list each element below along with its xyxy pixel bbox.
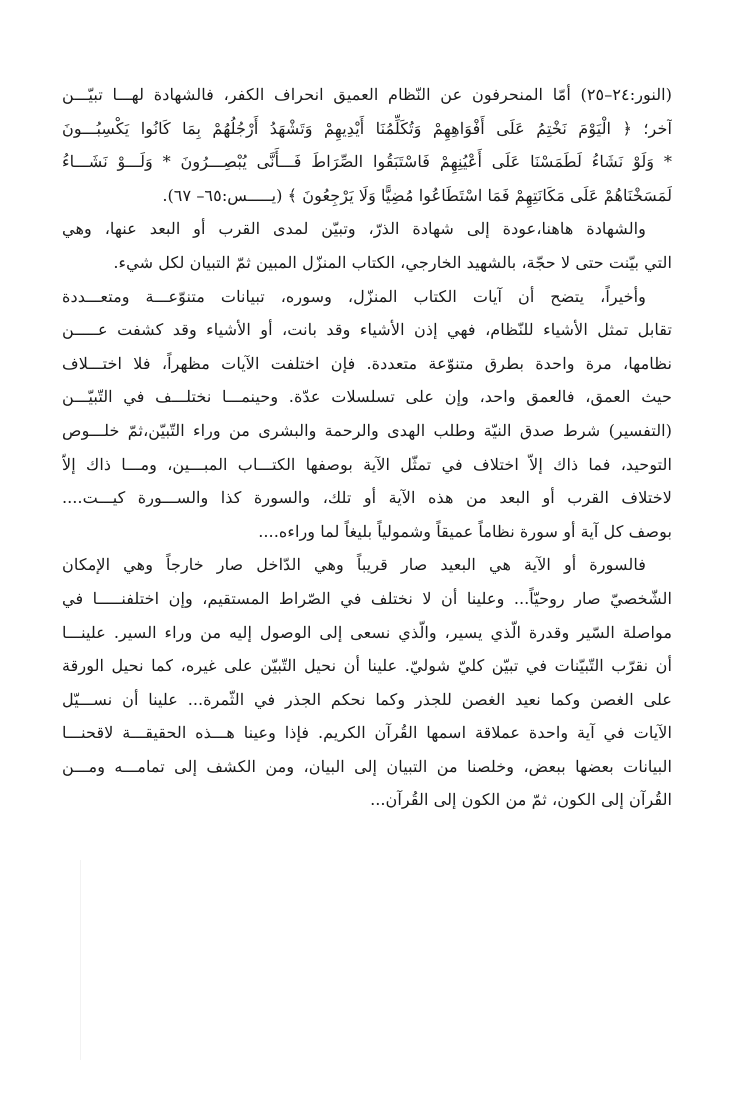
text-line: حيث العمق، فالعمق واحد، وإن على تسلسلات عدّة. وحينمـــا نختلـــف في التّبيّـــن	[62, 387, 672, 407]
text-line: الآيات في آية واحدة عملاقة اسمها القُرآن الكريم. فإذا وعينا هـــذه الحقيقـــة لاقحنـــا	[62, 723, 672, 743]
text-line: مواصلة السّير وقدرة الّذي يسير، والّذي نسعى إلى الوصول إليه من وراء السير. علينـــا	[62, 622, 672, 642]
quran-verse-line: آخر؛ ﴿ الْيَوْمَ نَخْتِمُ عَلَى أَفْوَاهِهِمْ وَتُكَلِّمُنَا أَيْدِيهِمْ وَتَشْهَدُ أَرْجُلُهُمْ بِمَا كَانُوا يَكْسِبُـــونَ	[62, 118, 672, 138]
text-line: (النور:٢٤–٢٥) أمّا المنحرفون عن النّظام العميق انحراف الكفر، فالشهادة لهـــا تبيّـــن	[62, 85, 672, 104]
text-line: لاختلاف القرب أو البعد من هذه الآية أو تلك، والسورة كذا والســـورة كيـــت....	[62, 488, 672, 508]
text-line: التي بيّنت حتى لا حجّة، بالشهيد الخارجي، الكتاب المنزّل المبين ثمّ التبيان لكل شيء.	[113, 252, 672, 272]
scan-edge-shadow	[80, 860, 81, 1060]
paragraph-finally	[62, 280, 672, 549]
text-line: القُرآن إلى الكون، ثمّ من الكون إلى القُرآن...	[370, 790, 672, 810]
text-line: التوحيد، فما ذاك إلاّ اختلاف في تمثّل الآية بوصفها الكتـــاب المبـــين، ومـــا ذاك إلاّ	[62, 454, 672, 474]
text-line: البيانات بعضها ببعض، وخلصنا من التبيان إلى البيان، ومن الكشف إلى تمامـــه ومـــن	[62, 756, 672, 776]
paragraph-testimony	[62, 212, 672, 279]
text-line: فالسورة أو الآية هي البعيد صار قريباً وهي الدّاخل صار خارجاً وهي الإمكان	[62, 555, 646, 575]
quran-verse-line: لَمَسَخْنَاهُمْ عَلَى مَكَانَتِهِمْ فَمَا اسْتَطَاعُوا مُضِيًّا وَلَا يَرْجِعُونَ ﴾ (يـــــس:٦٥– ٦٧).	[162, 185, 672, 205]
text-line: تقابل تمثل الأشياء للنّظام، فهي إذن الأشياء وقد بانت، أو الأشياء وقد كشفت عـــــن	[62, 320, 672, 340]
text-line: وأخيراً، يتضح أن آيات الكتاب المنزّل، وسوره، تبيانات متنوّعـــة ومتعـــددة	[62, 286, 646, 306]
paragraph-surah	[62, 548, 672, 817]
text-line: على الغصن وكما نعيد الغصن للجذر وكما نحكم الجذر في الثّمرة... علينا أن نســـيّل	[62, 689, 672, 709]
text-line: نظامها، مرة واحدة بطرق متنوّعة متعددة. فإن اختلفت الآيات مظهراً، فلا اختـــلاف	[62, 353, 672, 373]
text-line: والشهادة هاهنا،عودة إلى شهادة الذرّ، وتبيّن لمدى القرب أو البعد عنها، وهي	[62, 219, 646, 239]
document-page	[62, 78, 672, 817]
text-line: (التفسير) شرط صدق النيّة وطلب الهدى والرحمة والبشرى من وراء التّبيّن،ثمّ خلـــوص	[62, 420, 672, 440]
quran-verse-line: * وَلَوْ نَشَاءُ لَطَمَسْنَا عَلَى أَعْيُنِهِمْ فَاسْتَبَقُوا الصِّرَاطَ فَـــأَنَّى يُبْصِـــرُونَ * وَلَـــوْ نَشَـــاءُ	[62, 152, 672, 172]
paragraph-quran-testimony	[62, 78, 672, 212]
text-line: بوصف كل آية أو سورة نظاماً عميقاً وشمولياً بليغاً لما وراءه....	[258, 521, 672, 541]
text-line: الشّخصيّ صار روحيّاً... وعلينا أن لا نختلف في الصّراط المستقيم، وإن اختلفنـــــا في	[62, 588, 672, 608]
text-line: أن نقرّب التّبيّنات في تبيّن كليّ شوليّ. علينا أن نحيل التّبيّن على غيره، كما نحيل الورقة	[62, 656, 672, 676]
